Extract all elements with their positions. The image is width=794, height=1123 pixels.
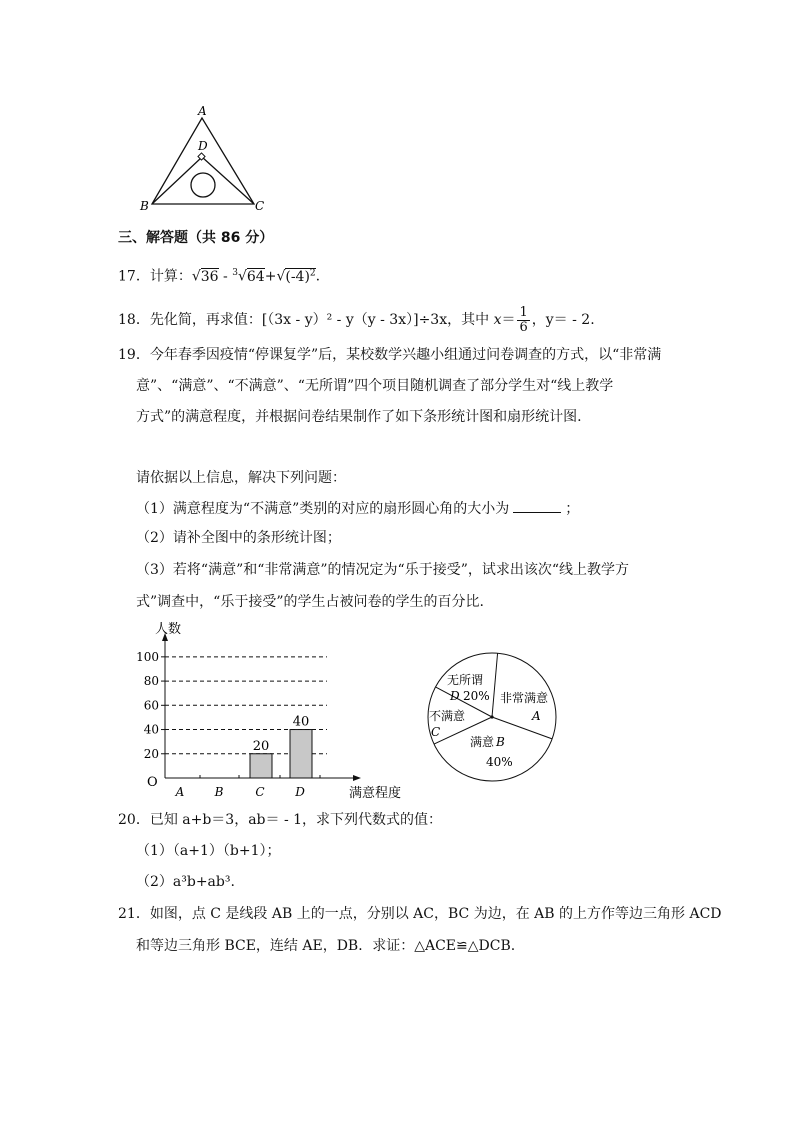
x-tick-label: C bbox=[255, 785, 265, 799]
label-a: A bbox=[198, 104, 207, 118]
q19-line2: 意”、“满意”、“不满意”、“无所谓”四个项目随机调查了部分学生对“线上教学 bbox=[136, 378, 614, 394]
answer-blank bbox=[513, 498, 561, 513]
bar-chart bbox=[125, 615, 420, 805]
pie-chart bbox=[420, 650, 565, 795]
q17-cbrt-a: 64 bbox=[246, 268, 265, 285]
q18-frac-den: 6 bbox=[519, 319, 528, 335]
slice-letter: C bbox=[431, 725, 441, 739]
pie-center bbox=[490, 715, 493, 718]
slice-letter: B bbox=[496, 735, 505, 749]
slice-letter: D bbox=[450, 689, 460, 703]
x-tick-label: D bbox=[295, 785, 305, 799]
q17-number: 17．计算： bbox=[118, 268, 192, 285]
bar-value-label: 40 bbox=[292, 714, 310, 730]
q18-x: x bbox=[493, 312, 502, 328]
q19-part1 bbox=[136, 498, 579, 519]
origin-label: O bbox=[147, 775, 158, 790]
y-tick-label: 40 bbox=[143, 722, 159, 737]
label-c: C bbox=[255, 199, 265, 213]
q18-y-part: ，y＝ - 2. bbox=[531, 312, 595, 328]
slice-label: 无所谓 bbox=[447, 673, 484, 687]
q17-cbrt-symbol: √ bbox=[237, 268, 247, 285]
q19-intro: 请依据以上信息，解决下列问题： bbox=[136, 470, 346, 486]
x-axis-arrow bbox=[353, 775, 361, 781]
question-17 bbox=[118, 263, 320, 287]
slice-percent: 40% bbox=[486, 755, 513, 769]
question-18 bbox=[118, 303, 595, 337]
slice-label: 满意 bbox=[470, 735, 495, 749]
q21-line2: 和等边三角形 BCE，连结 AE，DB．求证：△ACE≌△DCB. bbox=[136, 938, 516, 954]
q17-end: . bbox=[315, 268, 321, 285]
slice-percent: 20% bbox=[463, 689, 490, 703]
q19-part2: （2）请补全图中的条形统计图； bbox=[136, 530, 341, 546]
q17-square: 2 bbox=[309, 268, 316, 278]
inscribed-circle bbox=[191, 173, 215, 197]
bar-value-label: 20 bbox=[252, 738, 270, 754]
q19-part3-line2: 式”调查中，“乐于接受”的学生占被问卷的学生的百分比. bbox=[136, 594, 484, 610]
y-tick-label: 20 bbox=[143, 746, 159, 761]
q17-minus: - bbox=[218, 268, 233, 285]
q18-prefix: 18．先化简，再求值：[（3x - y）² - y（y - 3x）]÷3x，其中 bbox=[118, 312, 494, 328]
y-axis-label: 人数 bbox=[155, 622, 182, 637]
q17-cbrt-index: 3 bbox=[232, 268, 238, 278]
q18-eq: ＝ bbox=[501, 312, 516, 328]
q19-part1-text: （1）满意程度为“不满意”类别的对应的扇形圆心角的大小为 bbox=[136, 501, 510, 517]
bar-c bbox=[250, 754, 272, 778]
q17-sqrt-a: 36 bbox=[200, 268, 219, 285]
slice-label: 不满意 bbox=[429, 709, 466, 723]
triangle-figure bbox=[138, 100, 268, 216]
q20-part1: （1）（a+1）（b+1）； bbox=[136, 843, 281, 859]
x-axis-label: 满意程度 bbox=[349, 786, 402, 801]
q17-sqrt-b: (-4) bbox=[285, 268, 310, 285]
bar-d bbox=[290, 730, 312, 778]
q17-plus: + bbox=[264, 268, 277, 285]
y-tick-label: 80 bbox=[143, 674, 159, 689]
label-b: B bbox=[140, 199, 149, 213]
x-tick-label: B bbox=[214, 785, 224, 799]
label-d: D bbox=[198, 139, 208, 153]
triangle-abc bbox=[152, 118, 254, 204]
q17-sqrt-symbol-2: √ bbox=[276, 268, 286, 285]
slice-letter: A bbox=[532, 709, 541, 723]
q19-line1: 19．今年春季因疫情“停课复学”后，某校数学兴趣小组通过问卷调查的方式，以“非常满 bbox=[118, 347, 662, 363]
q18-fraction bbox=[517, 306, 529, 335]
q20-line1: 20．已知 a+b＝3，ab＝ - 1，求下列代数式的值： bbox=[118, 812, 443, 828]
x-tick-label: A bbox=[175, 785, 185, 799]
q20-part2: （2）a³b+ab³. bbox=[136, 874, 235, 890]
q17-sqrt-symbol: √ bbox=[191, 268, 201, 285]
y-tick-label: 100 bbox=[136, 649, 159, 664]
y-tick-label: 60 bbox=[143, 698, 159, 713]
q21-line1: 21．如图，点 C 是线段 AB 上的一点，分别以 AC，BC 为边，在 AB 的上方作等边三角形 ACD bbox=[118, 906, 722, 922]
q19-line3: 方式”的满意程度，并根据问卷结果制作了如下条形统计图和扇形统计图. bbox=[136, 409, 582, 425]
q19-part3-line1: （3）若将“满意”和“非常满意”的情况定为“乐于接受”，试求出该次“线上教学方 bbox=[136, 562, 630, 578]
q19-part1-end: ； bbox=[565, 501, 580, 517]
slice-label: 非常满意 bbox=[500, 691, 549, 705]
section-title: 三、解答题（共 86 分） bbox=[118, 230, 274, 246]
q18-frac-num: 1 bbox=[519, 304, 528, 320]
